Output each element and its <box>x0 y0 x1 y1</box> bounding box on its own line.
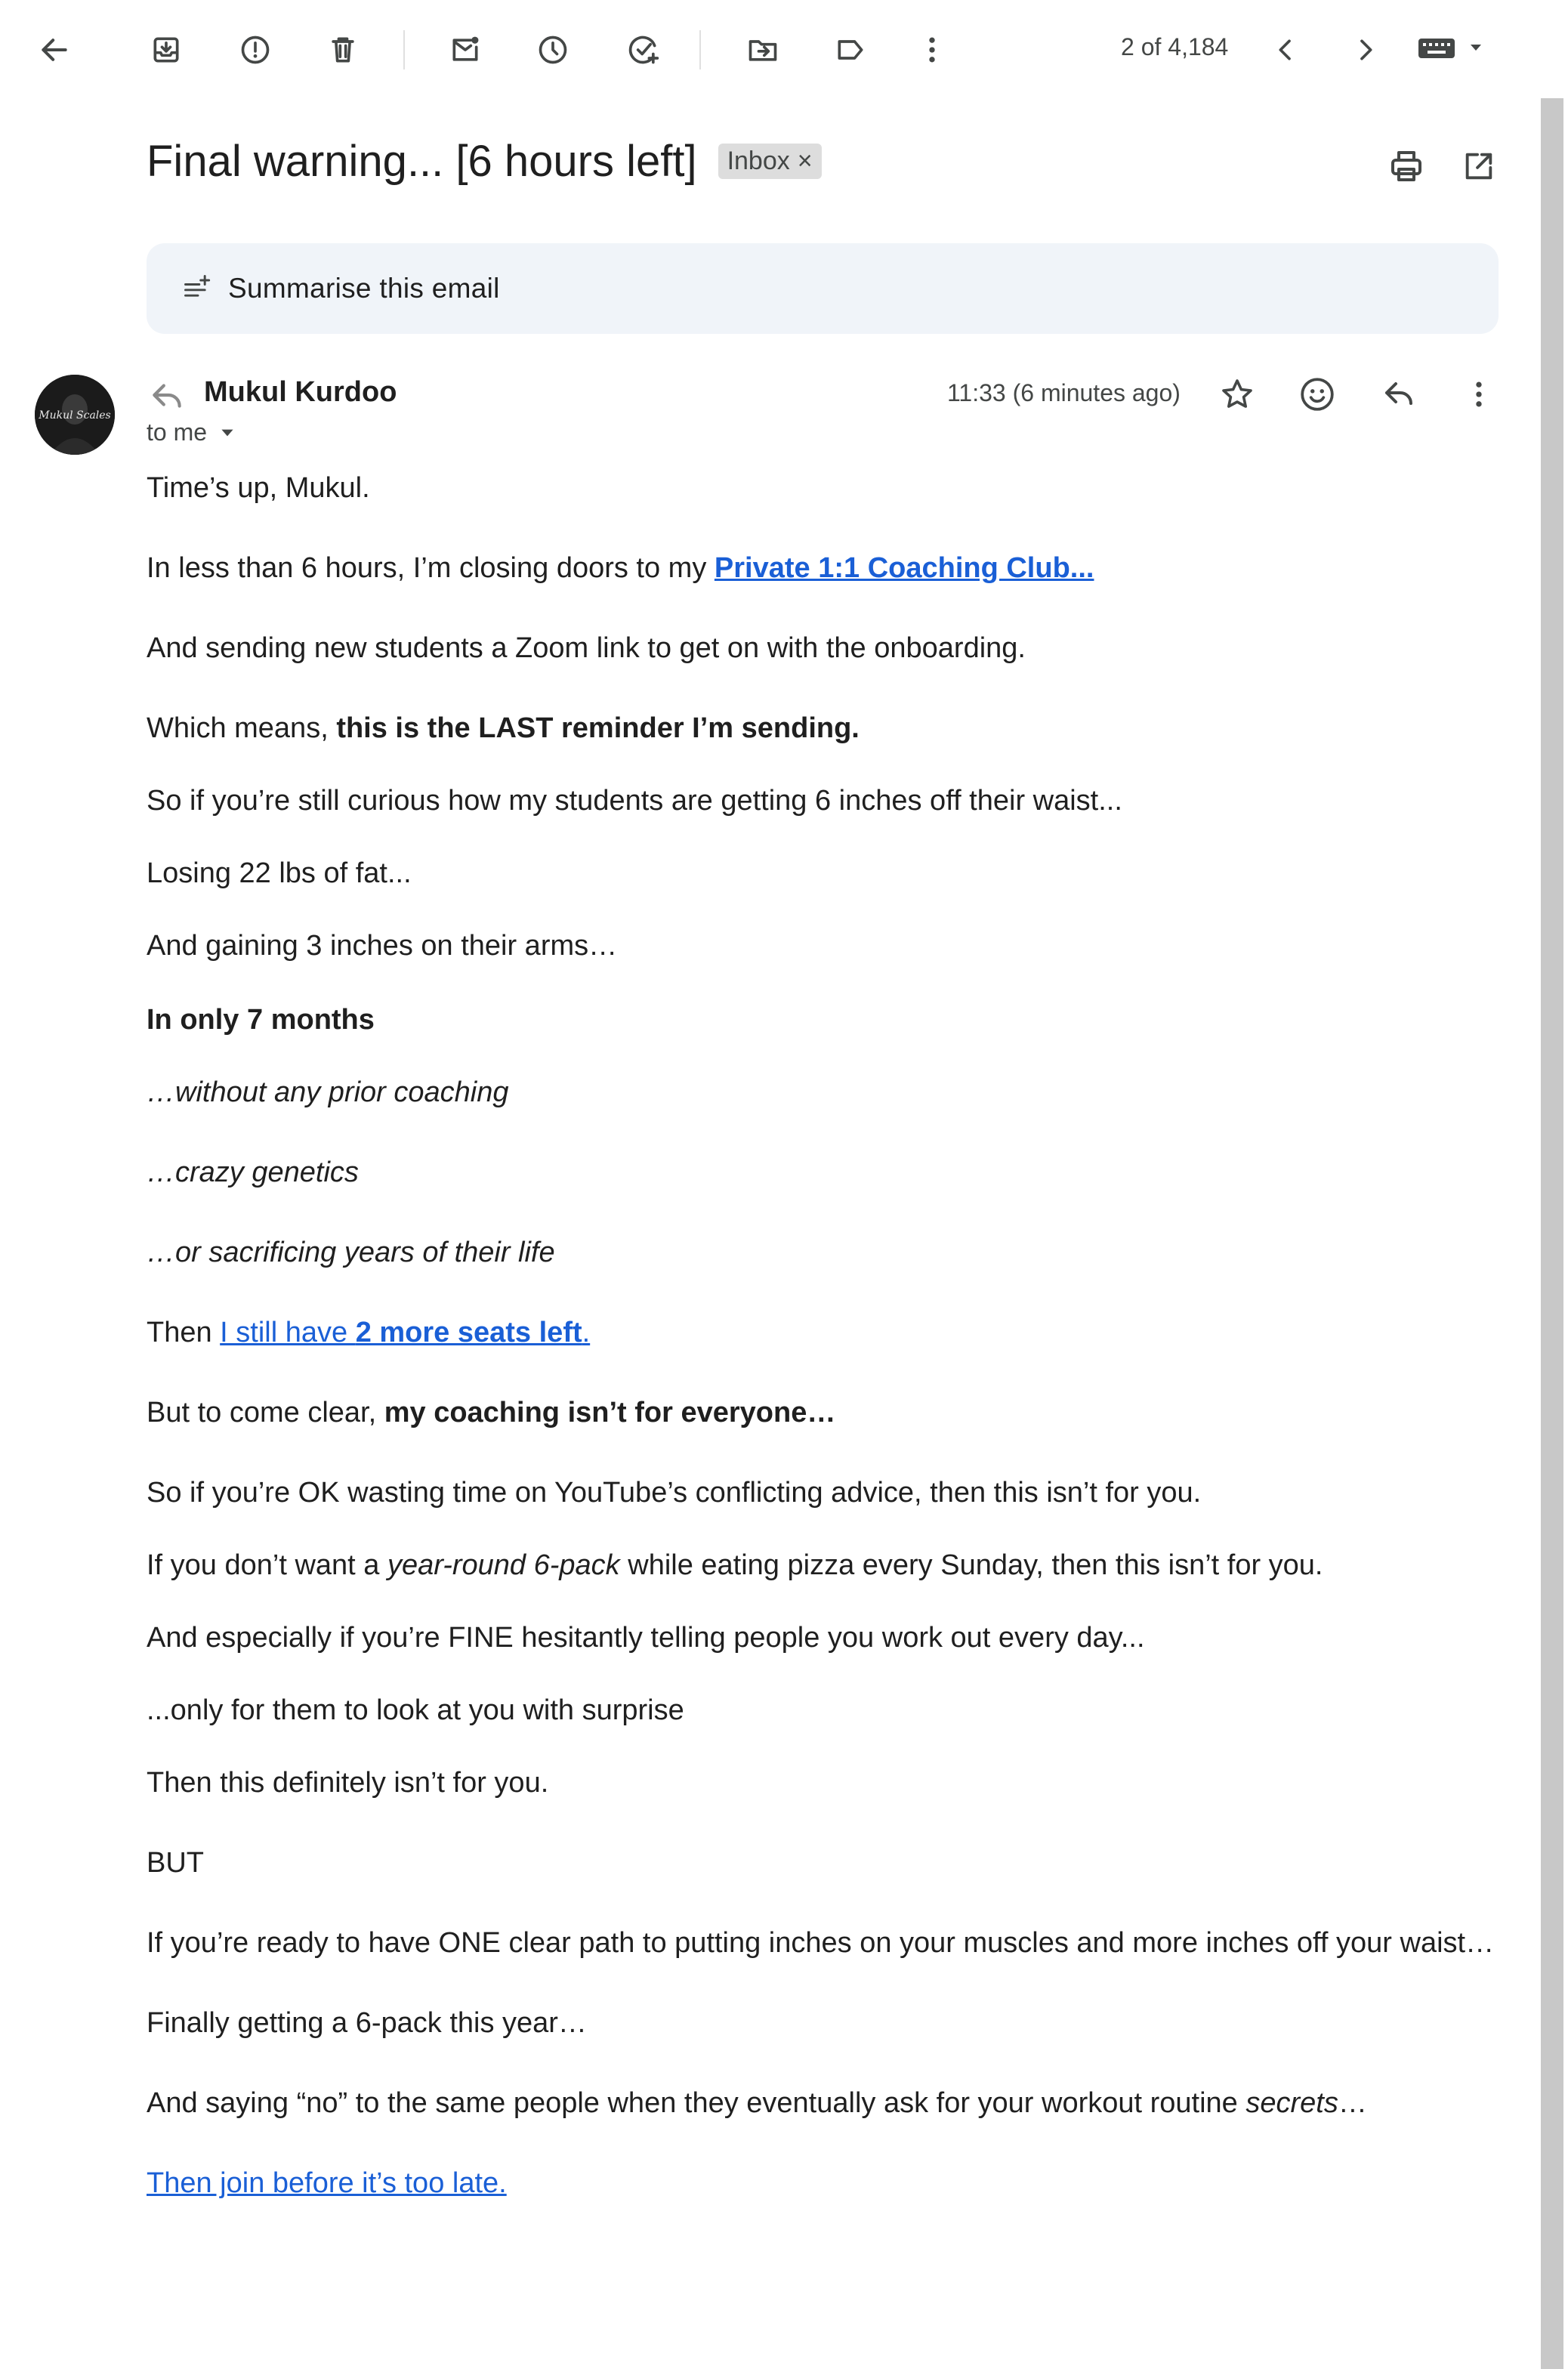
body-paragraph: Then this definitely isn’t for you. <box>147 1767 549 1799</box>
body-paragraph: In less than 6 hours, I’m closing doors to my Private 1:1 Coaching Club... <box>147 552 1094 584</box>
caret-down-icon <box>1467 39 1485 57</box>
body-paragraph: If you’re ready to have ONE clear path to putting inches on your muscles and more inches off your waist… <box>147 1927 1495 1959</box>
back-button[interactable] <box>24 20 85 80</box>
seats-left-link[interactable]: I still have 2 more seats left. <box>220 1317 591 1348</box>
body-paragraph: So if you’re still curious how my students are getting 6 inches off their waist... <box>147 785 1122 817</box>
toolbar-divider <box>699 30 701 69</box>
body-paragraph: Losing 22 lbs of fat... <box>147 857 412 889</box>
reply-button[interactable] <box>1369 364 1429 425</box>
body-paragraph: And especially if you’re FINE hesitantly telling people you work out every day... <box>147 1622 1145 1654</box>
move-to-button[interactable] <box>733 20 793 80</box>
message-more-button[interactable] <box>1449 364 1509 425</box>
body-paragraph: …without any prior coaching <box>147 1076 509 1108</box>
label-chip-text: Inbox <box>727 147 790 175</box>
remove-label-button[interactable]: × <box>797 147 813 175</box>
scrollbar-thumb[interactable] <box>1541 98 1563 2369</box>
body-paragraph: And sending new students a Zoom link to get on with the onboarding. <box>147 632 1026 664</box>
input-tools-button[interactable] <box>1417 35 1485 60</box>
summarise-icon <box>181 272 215 305</box>
body-paragraph: Time’s up, Mukul. <box>147 472 370 504</box>
more-button[interactable] <box>902 20 962 80</box>
body-paragraph: But to come clear, my coaching isn’t for everyone… <box>147 1397 836 1429</box>
body-paragraph: And saying “no” to the same people when they eventually ask for your workout routine secrets… <box>147 2087 1367 2119</box>
snooze-icon <box>536 33 569 66</box>
delete-button[interactable] <box>313 20 373 80</box>
newer-button[interactable] <box>1255 20 1316 80</box>
recipient-text: to me <box>147 419 208 446</box>
body-paragraph: BUT <box>147 1847 204 1879</box>
mark-unread-button[interactable] <box>435 20 495 80</box>
open-in-new-icon <box>1462 149 1496 184</box>
chevron-left-icon <box>1270 35 1301 65</box>
caret-down-icon <box>218 423 237 443</box>
body-paragraph: Finally getting a 6-pack this year… <box>147 2007 587 2039</box>
email-subject-row <box>147 136 822 187</box>
body-paragraph: And gaining 3 inches on their arms… <box>147 930 618 962</box>
body-paragraph: ...only for them to look at you with surprise <box>147 1694 684 1726</box>
star-button[interactable] <box>1207 364 1267 425</box>
body-paragraph: …crazy genetics <box>147 1157 359 1188</box>
arrow-left-icon <box>38 33 71 66</box>
body-paragraph: …or sacrificing years of their life <box>147 1237 555 1268</box>
open-new-window-button[interactable] <box>1449 136 1509 196</box>
avatar-text: Mukul Scales <box>39 409 111 422</box>
toolbar-divider <box>403 30 405 69</box>
email-subject: Final warning... [6 hours left] <box>147 137 697 186</box>
body-paragraph: In only 7 months <box>147 1004 375 1036</box>
add-reaction-button[interactable] <box>1287 364 1347 425</box>
body-paragraph <box>147 2164 1499 2204</box>
coaching-club-link[interactable]: Private 1:1 Coaching Club... <box>714 552 1094 584</box>
sender-name[interactable]: Mukul Kurdoo <box>204 376 397 408</box>
label-button[interactable] <box>820 20 881 80</box>
reply-indicator-icon <box>148 378 186 412</box>
body-paragraph: Then I still have 2 more seats left. <box>147 1317 591 1348</box>
more-vert-icon <box>915 33 949 66</box>
inbox-label-chip[interactable] <box>718 144 822 179</box>
pagination-count: 2 of 4,184 <box>1121 33 1229 60</box>
print-button[interactable] <box>1376 136 1437 196</box>
summarise-label: Summarise this email <box>228 273 500 304</box>
body-paragraph: Which means, this is the LAST reminder I’m sending. <box>147 712 860 744</box>
chevron-right-icon <box>1350 35 1381 65</box>
delete-icon <box>326 33 360 66</box>
email-body <box>147 468 1499 2204</box>
older-button[interactable] <box>1335 20 1396 80</box>
add-task-icon <box>627 33 660 66</box>
mark-unread-icon <box>449 33 482 66</box>
add-task-button[interactable] <box>613 20 674 80</box>
join-now-link[interactable]: Then join before it’s too late. <box>147 2167 507 2199</box>
report-spam-icon <box>239 33 272 66</box>
summarise-email-button[interactable] <box>147 243 1499 334</box>
reply-icon <box>1381 376 1417 412</box>
archive-button[interactable] <box>136 20 196 80</box>
body-paragraph: So if you’re OK wasting time on YouTube’s conflicting advice, then this isn’t for you. <box>147 1477 1202 1509</box>
star-icon <box>1219 376 1255 412</box>
print-icon <box>1388 148 1424 184</box>
report-spam-button[interactable] <box>225 20 286 80</box>
more-vert-icon <box>1462 378 1495 411</box>
move-to-icon <box>746 33 779 66</box>
archive-icon <box>150 33 183 66</box>
keyboard-icon <box>1417 35 1456 60</box>
recipient-details[interactable] <box>147 419 237 446</box>
email-timestamp: 11:33 (6 minutes ago) <box>947 379 1181 406</box>
snooze-button[interactable] <box>523 20 583 80</box>
emoji-icon <box>1298 375 1336 413</box>
body-paragraph: If you don’t want a year-round 6-pack while eating pizza every Sunday, then this isn’t for you. <box>147 1549 1323 1581</box>
label-icon <box>834 33 867 66</box>
sender-avatar[interactable] <box>35 375 115 455</box>
